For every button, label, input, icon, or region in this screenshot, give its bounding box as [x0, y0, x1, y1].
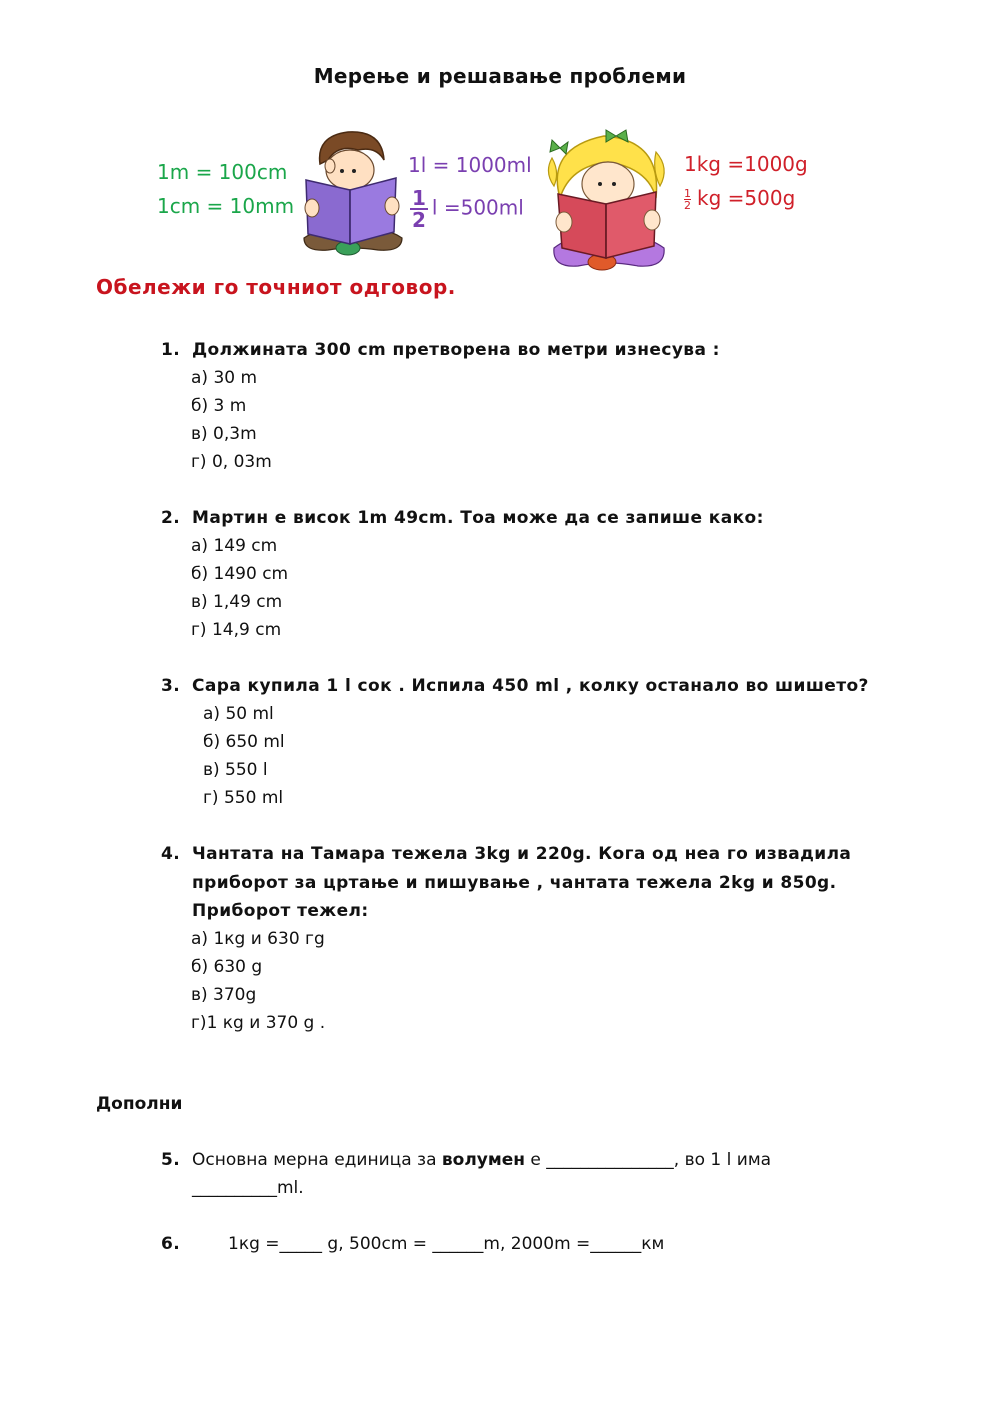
- question-2-option-c[interactable]: в) 1,49 cm: [191, 592, 283, 612]
- question-3-option-a[interactable]: а) 50 ml: [203, 704, 274, 724]
- fraction-half: $\frac{1}{2}$: [412, 186, 426, 232]
- fill-6-text[interactable]: 1кg =_____ g, 500cm = ______m, 2000m =______км: [228, 1234, 665, 1254]
- formula-mass-kg: 1kg =1000g: [684, 152, 808, 176]
- question-4-option-c[interactable]: в) 370g: [191, 985, 257, 1005]
- question-4-text-line1: Чантата на Тамара тежела 3kg и 220g. Кога од неа го извадила: [192, 844, 852, 864]
- question-1-option-a[interactable]: а) 30 m: [191, 368, 258, 388]
- question-3-option-c[interactable]: в) 550 l: [203, 760, 268, 780]
- question-2-option-a[interactable]: а) 149 cm: [191, 536, 278, 556]
- formula-mass-half: $\frac{1}{2}$ kg =500g: [684, 186, 796, 212]
- formula-length-cm: 1cm = 10mm: [157, 194, 295, 218]
- question-3-option-d[interactable]: г) 550 ml: [203, 788, 284, 808]
- question-3-option-b[interactable]: б) 650 ml: [203, 732, 285, 752]
- fraction-half-small: $\frac{1}{2}$: [684, 187, 691, 212]
- question-4-option-a[interactable]: а) 1кg и 630 гg: [191, 929, 325, 949]
- question-4-text-line2: приборот за цртање и пишување , чантата тежела 2kg и 850g.: [192, 873, 837, 893]
- fill-5-line1[interactable]: Основна мерна единица за волумен е _______________, во 1 l има: [192, 1150, 772, 1170]
- question-4-text-line3: Приборот тежел:: [192, 901, 369, 921]
- question-1-text: Должината 300 cm претворена во метри изнесува :: [192, 340, 720, 360]
- fill-6-number: 6.: [161, 1234, 181, 1254]
- question-4-option-b[interactable]: б) 630 g: [191, 957, 263, 977]
- girl-reading-illustration: [544, 128, 674, 276]
- question-1-option-d[interactable]: г) 0, 03m: [191, 452, 272, 472]
- question-1-option-c[interactable]: в) 0,3m: [191, 424, 257, 444]
- question-4-number: 4.: [161, 844, 181, 864]
- boy-reading-illustration: [298, 126, 406, 260]
- fill-5-number: 5.: [161, 1150, 181, 1170]
- formula-length-m: 1m = 100cm: [157, 160, 288, 184]
- formula-volume-half: $\frac{1}{2}$ l =500ml: [412, 186, 524, 232]
- question-2-option-b[interactable]: б) 1490 cm: [191, 564, 289, 584]
- formula-volume-l: 1l = 1000ml: [408, 153, 532, 177]
- question-1-option-b[interactable]: б) 3 m: [191, 396, 247, 416]
- question-3-text: Сара купила 1 l сок . Испила 450 ml , колку останало во шишето?: [192, 676, 869, 696]
- section-fill-heading: Дополни: [96, 1094, 183, 1114]
- page-title: Мерење и решавање проблеми: [313, 64, 687, 88]
- question-1-number: 1.: [161, 340, 181, 360]
- instruction-heading: Обележи го точниот одговор.: [96, 275, 456, 299]
- question-2-number: 2.: [161, 508, 181, 528]
- fill-5-line2[interactable]: __________ml.: [192, 1178, 304, 1198]
- question-3-number: 3.: [161, 676, 181, 696]
- question-4-option-d[interactable]: г)1 кg и 370 g .: [191, 1013, 326, 1033]
- question-2-option-d[interactable]: г) 14,9 cm: [191, 620, 282, 640]
- question-2-text: Мартин е висок 1m 49cm. Тоа може да се запише како:: [192, 508, 764, 528]
